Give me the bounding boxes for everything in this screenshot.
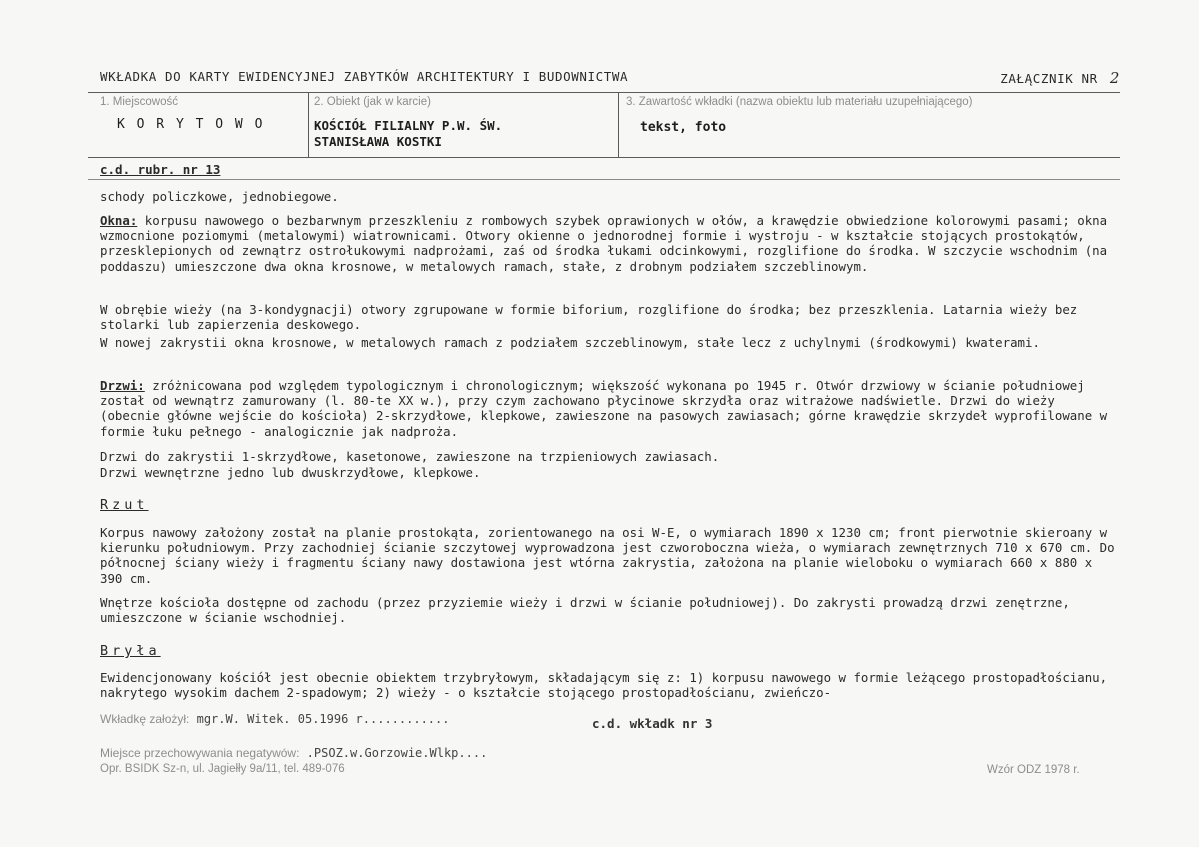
- mass-text: Ewidencjonowany kościół jest obecnie obiektem trzybryłowym, składającym się z: 1) korpusu nawowego w formie leżącego prostopadłościanu, nakrytego wysokim dachem 2-spadowym; 2) wieży - o kształcie stojącego prostopadłościanu, zwieńczo-: [100, 670, 1108, 701]
- negatives-value: .PSOZ.w.Gorzowie.Wlkp....: [306, 746, 488, 760]
- author-value: mgr.W. Witek. 05.1996 r............: [196, 712, 450, 726]
- windows-title: Okna:: [100, 213, 138, 228]
- author-label: Wkładkę założył:: [100, 712, 190, 726]
- header: [100, 69, 1120, 87]
- place-label: 1. Miejscowość: [100, 96, 178, 108]
- doors-inner-text: Drzwi wewnętrzne jedno lub dwuskrzydłowe, klepkowe.: [100, 465, 481, 480]
- windows-tower-text: W obrębie wieży (na 3-kondygnacji) otwory zgrupowane w formie biforium, rozglifione do środka; bez przeszklenia. Latarnia wieży bez stolarki lub zapierzenia deskowego.: [100, 302, 1078, 333]
- content-value: tekst, foto: [640, 120, 727, 135]
- doors-text: zróżnicowana pod względem typologicznym i chronologicznym; większość wykonana po 1945 r. Otwór drzwiowy w ścianie południowej został od wewnątrz zamurowany (l. 80-te XX w.), przy czym zachowano płycinowe skrzydła oraz witrażowe nadświetle. Drzwi do wieży (obecnie główne wejście do kościoła) 2-skrzydłowe, klepkowe, zawieszone na pasowych zawiasach; górne krawędzie skrzydeł wyprofilowane w formie łuku pełnego - analogicznie jak nadproża.: [100, 378, 1108, 439]
- object-value-line2: STANISŁAWA KOSTKI: [314, 134, 442, 149]
- form-title: WKŁADKA DO KARTY EWIDENCYJNEJ ZABYTKÓW ARCHITEKTURY I BUDOWNICTWA: [100, 69, 629, 84]
- printer-info: Opr. BSIDK Sz-n, ul. Jagiełły 9a/11, tel. 489-076: [100, 763, 345, 775]
- author-row: [100, 712, 449, 726]
- windows-paragraph: [100, 213, 1120, 274]
- negatives-row: [100, 746, 487, 760]
- header-rule-top: [88, 92, 1120, 93]
- windows-sacristy-text: W nowej zakrystii okna krosnowe, w metalowych ramach z podziałem szczeblinowym, stałe lecz z uchylnymi (środkowymi) kwaterami.: [100, 335, 1040, 350]
- doors-paragraph: [100, 378, 1120, 439]
- doors-sacristy-text: Drzwi do zakrystii 1-skrzydłowe, kasetonowe, zawieszone na trzpieniowych zawiasach.: [100, 449, 720, 464]
- object-label: 2. Obiekt (jak w karcie): [314, 96, 431, 108]
- field-divider-2: [618, 92, 619, 157]
- content-label: 3. Zawartość wkładki (nazwa obiektu lub materiału uzupełniającego): [626, 96, 973, 108]
- object-value-line1: KOŚCIÓŁ FILIALNY P.W. ŚW.: [314, 118, 503, 133]
- attachment-label-group: [1000, 69, 1120, 87]
- form-model: Wzór ODZ 1978 r.: [987, 764, 1080, 776]
- doors-title: Drzwi:: [100, 378, 145, 393]
- continuation-label: c.d. rubr. nr 13: [100, 162, 221, 177]
- stairs-text: schody policzkowe, jednobiegowe.: [100, 189, 339, 204]
- place-value: K O R Y T O W O: [117, 117, 265, 132]
- continuation-rule: [88, 179, 1120, 180]
- plan-text-1: Korpus nawowy założony został na planie prostokąta, zorientowanego na osi W-E, o wymiarach 1890 x 1230 cm; front pierwotnie skieroany w kierunku południowym. Przy zachodniej ścianie szczytowej wyprowadzona jest czworoboczna wieża, o wymiarach zewnętrznych 710 x 670 cm. Do północnej ściany wieży i fragmentu ściany nawy dostawiona jest wtórna zakrystia, założona na planie wieloboku o wymiarach 660 x 880 x 390 cm.: [100, 525, 1115, 586]
- header-rule-bottom: [88, 157, 1120, 158]
- field-divider-1: [308, 92, 309, 157]
- windows-text: korpusu nawowego o bezbarwnym przeszkleniu z rombowych szybek oprawionych w ołów, a krawędzie obwiedzione kolorowymi pasami; okna wzmocnione poziomymi (metalowymi) wiatrownicami. Otwory okienne o jednorodnej formie i wystroju - w kształcie stojących prostokątów, przesklepionych od zewnątrz ostrołukowymi nadprożami, zaś od środka łukami odcinkowymi, rozglifione do środka. W szczycie wschodnim (na poddaszu) umieszczone dwa okna krosnowe, w metalowych ramach, stałe, z drobnym podziałem szczeblinowym.: [100, 213, 1108, 274]
- next-insert: c.d. wkładk nr 3: [592, 716, 713, 731]
- negatives-label: Miejsce przechowywania negatywów:: [100, 746, 300, 760]
- plan-text-2: Wnętrze kościoła dostępne od zachodu (przez przyziemie wieży i drzwi w ścianie południowej). Do zakrysti prowadzą drzwi zenętrzne, umieszczone w ścianie wschodniej.: [100, 595, 1070, 626]
- attachment-number: 2: [1109, 69, 1120, 87]
- mass-title: Bryła: [100, 643, 161, 659]
- attachment-label: ZAŁĄCZNIK NR: [1000, 71, 1098, 86]
- plan-title: Rzut: [100, 497, 149, 513]
